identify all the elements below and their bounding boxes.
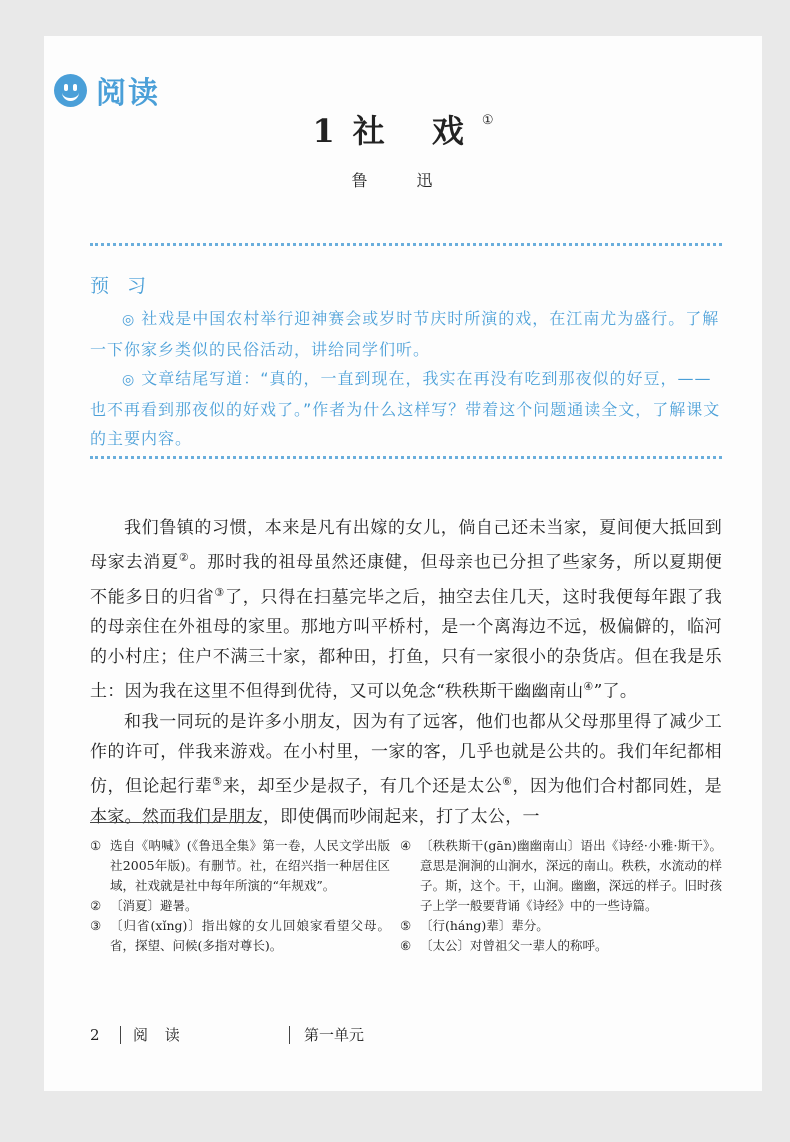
dotted-divider-bottom [90,456,722,459]
footnote: ③ 〔归省(xǐng)〕指出嫁的女儿回娘家看望父母。省，探望、问候(多指对尊长)。 [90,918,390,953]
main-text [90,513,722,832]
footnote: ⑤ 〔行(háng)辈〕辈分。 [400,918,549,933]
footer-section: 阅 读 [133,1026,186,1044]
page-footer [90,1024,364,1045]
preview-box [90,271,722,453]
textbook-page [44,36,762,1091]
lesson-title-text: 社 戏 [352,112,482,150]
preview-item-1: ◎ 社戏是中国农村举行迎神赛会或岁时节庆时所演的戏，在江南尤为盛行。了解一下你家乡类似的民俗活动，讲给同学们听。 [90,309,720,359]
footer-separator [289,1026,290,1044]
smiley-icon [54,74,87,107]
footnotes-left [90,836,390,956]
lesson-title [44,106,762,152]
footnote: ⑥ 〔太公〕对曾祖父一辈人的称呼。 [400,938,608,953]
paragraph-2: 和我一同玩的是许多小朋友，因为有了远客，他们也都从父母那里得了减少工作的许可，伴我来游戏。在小村里，一家的客，几乎也就是公共的。我们年纪都相仿，但论起行辈⑤来，却至少是叔子，有几个还是太公⑥，因为他们合村都同姓，是本家。然而我们是朋友，即使偶而吵闹起来，打了太公，一 [90,711,722,827]
lesson-number: 1 [312,112,335,150]
paragraph-1: 我们鲁镇的习惯，本来是凡有出嫁的女儿，倘自己还未当家，夏间便大抵回到母家去消夏②。那时我的祖母虽然还康健，但母亲也已分担了些家务，所以夏期便不能多日的归省③了，只得在扫墓完毕之后，抽空去住几天，这时我便每年跟了我的母亲住在外祖母的家里。那地方叫平桥村，是一个离海边不远，极偏僻的，临河的小村庄；住户不满三十家，都种田，打鱼，只有一家很小的杂货店。但在我是乐土：因为我在这里不但得到优待，又可以免念“秩秩斯干幽幽南山④”了。 [90,518,723,702]
footnote: ④ 〔秩秩斯干(gān)幽幽南山〕语出《诗经·小雅·斯干》。意思是涧涧的山涧水，深远的南山。秩秩，水流动的样子。斯，这个。干，山涧。幽幽，深远的样子。旧时孩子上学一般要背诵《诗经》中的一些诗篇。 [400,838,722,913]
preview-title: 预 习 [90,275,153,297]
bullet-icon: ◎ [122,372,136,388]
footer-unit: 第一单元 [304,1026,365,1044]
section-label: 阅读 [96,76,160,111]
footnote-rule [90,822,262,823]
title-footnote-mark: ① [481,113,494,128]
dotted-divider-top [90,243,722,246]
bullet-icon: ◎ [122,312,136,328]
footer-separator [120,1026,121,1044]
preview-item-2: ◎ 文章结尾写道：“真的，一直到现在，我实在再没有吃到那夜似的好豆，——也不再看到那夜似的好戏了。”作者为什么这样写？带着这个问题通读全文，了解课文的主要内容。 [90,369,721,448]
footnote: ① 选自《呐喊》(《鲁迅全集》第一卷，人民文学出版社2005年版)。有删节。社，在绍兴指一种居住区域，社戏就是社中每年所演的“年规戏”。 [90,838,390,893]
footnote: ② 〔消夏〕避暑。 [90,898,198,913]
author: 鲁 迅 [351,171,455,190]
page-number: 2 [90,1025,100,1044]
footnotes-right [400,836,722,956]
